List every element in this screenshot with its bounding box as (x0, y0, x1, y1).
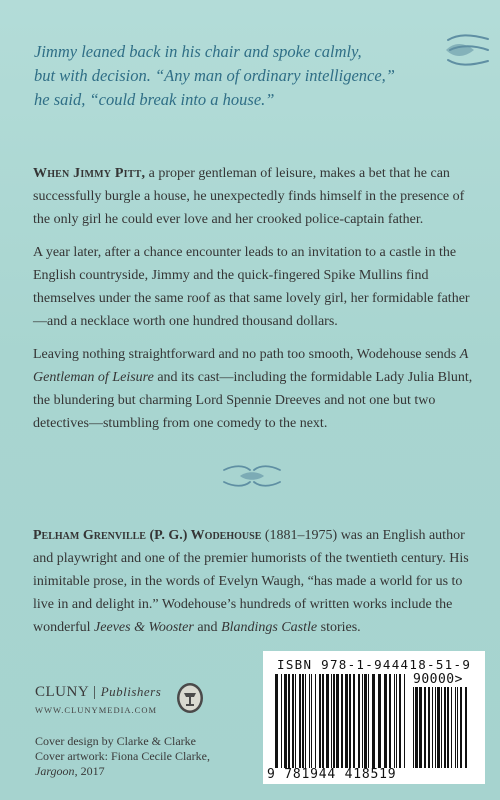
divider-ornament-icon (220, 462, 284, 490)
author-bio (33, 524, 473, 639)
design-credit: Cover design by Clarke & Clarke (35, 734, 196, 748)
publisher-seal-icon (175, 682, 205, 714)
author-name: Pelham Grenville (P. G.) Wodehouse (33, 528, 262, 543)
barcode-bar (349, 674, 351, 768)
barcode-bar (444, 687, 446, 768)
isbn-barcode (263, 651, 485, 784)
barcode-bar (302, 674, 304, 768)
barcode-bar (353, 674, 355, 768)
series-title-1: Jeeves & Wooster (94, 620, 194, 635)
barcode-bar (396, 674, 397, 768)
barcode-bar (281, 674, 282, 768)
barcode-bar (389, 674, 391, 768)
barcode-bar (275, 674, 278, 768)
barcode-bar (441, 687, 442, 768)
barcode-bar (292, 674, 294, 768)
barcode-digits: 9 781944 418519 (267, 767, 397, 782)
artwork-title: Jargoon (35, 764, 75, 778)
publisher-url: WWW.CLUNYMEDIA.COM (35, 705, 158, 715)
isbn-label: ISBN 978-1-944418-51-9 (277, 657, 472, 672)
barcode-bar (319, 674, 321, 768)
barcode-bar (341, 674, 343, 768)
barcode-bar (331, 674, 332, 768)
quote-line-1: Jimmy leaned back in his chair and spoke calmly, (34, 42, 362, 61)
barcode-bars (275, 674, 407, 768)
barcode-bar (372, 674, 375, 768)
barcode-bar (384, 674, 387, 768)
barcode-bar (435, 687, 436, 768)
description-paragraph-3 (33, 343, 473, 435)
barcode-bar (309, 674, 310, 768)
description-text-1: a proper gentleman of leisure, makes a bet that he can successfully burgle a house, he unexpectedly finds himself in the presence of the only girl he could ever love and her crooked police-captain father. (33, 166, 465, 227)
barcode-bar (362, 674, 363, 768)
barcode-bar (399, 674, 401, 768)
barcode-bar (455, 687, 456, 768)
bio-text-c: stories. (317, 620, 361, 635)
barcode-bar (364, 674, 367, 768)
barcode-bar (432, 687, 433, 768)
barcode-bar (299, 674, 301, 768)
barcode-bar (413, 687, 414, 768)
barcode-bar (368, 674, 369, 768)
barcode-bar (311, 674, 312, 768)
barcode-bar (451, 687, 452, 768)
publisher-block (35, 684, 161, 715)
addon-barcode-bars (413, 687, 471, 768)
barcode-bar (415, 687, 418, 768)
quote-line-3: he said, “could break into a house.” (34, 90, 275, 109)
cover-credits (35, 734, 210, 779)
epigraph-quote (34, 40, 424, 112)
publisher-separator: | (93, 684, 97, 700)
artwork-credit: Cover artwork: Fiona Cecile Clarke, (35, 749, 210, 763)
barcode-bar (424, 687, 426, 768)
artwork-year: , 2017 (74, 764, 105, 778)
quote-line-2: but with decision. “Any man of ordinary intelligence,” (34, 66, 395, 85)
barcode-bar (437, 687, 440, 768)
flourish-ornament-icon (444, 30, 490, 70)
series-title-2: Blandings Castle (221, 620, 318, 635)
bio-text-b: and (193, 620, 222, 635)
book-description (33, 162, 473, 445)
description-paragraph-1 (33, 162, 473, 231)
barcode-bar (404, 674, 405, 768)
barcode-bar (333, 674, 335, 768)
barcode-bar (322, 674, 324, 768)
barcode-bar (295, 674, 296, 768)
barcode-bar (378, 674, 381, 768)
artwork-title-line (35, 764, 210, 779)
barcode-bar (428, 687, 430, 768)
bio-text-a: (1881–1975) was an English author and playwright and one of the premier humorists of the twentieth century. His inimitable prose, in the words of Evelyn Waugh, “has made a world for us to live in and delight in.” Wodehouse’s hundreds of written works include the wonderful (33, 528, 469, 635)
description-paragraph-2: A year later, after a chance encounter leads to an invitation to a castle in the English countryside, Jimmy and the quick-fingered Spike Mullins find themselves under the same roof as that same lovely girl, her formidable father—and a necklace worth one hundred thousand dollars. (33, 245, 470, 329)
barcode-bar (358, 674, 360, 768)
publisher-name (35, 684, 161, 701)
publisher-label: Publishers (100, 684, 162, 699)
barcode-bar (460, 687, 462, 768)
barcode-bar (465, 687, 467, 768)
barcode-bar (315, 674, 316, 768)
publisher-brand: CLUNY (35, 684, 90, 700)
barcode-bar (305, 674, 306, 768)
barcode-bar (419, 687, 422, 768)
barcode-bar (394, 674, 395, 768)
price-addon-code: 90000> (413, 672, 463, 687)
description-text-3b: and its cast—including the formidable Lady Julia Blunt, the blundering but charming Lord Spennie Dreeves and not one but two detectives—stumbling from one comedy to the next. (33, 370, 473, 431)
barcode-bar (288, 674, 290, 768)
barcode-bar (336, 674, 339, 768)
book-title: A Gentleman of Leisure (33, 347, 469, 385)
barcode-bar (447, 687, 449, 768)
barcode-bar (284, 674, 287, 768)
barcode-bar (457, 687, 458, 768)
barcode-bar (326, 674, 329, 768)
barcode-bar (345, 674, 348, 768)
description-lead: When Jimmy Pitt, (33, 166, 146, 181)
description-text-3a: Leaving nothing straightforward and no path too smooth, Wodehouse sends (33, 347, 460, 362)
